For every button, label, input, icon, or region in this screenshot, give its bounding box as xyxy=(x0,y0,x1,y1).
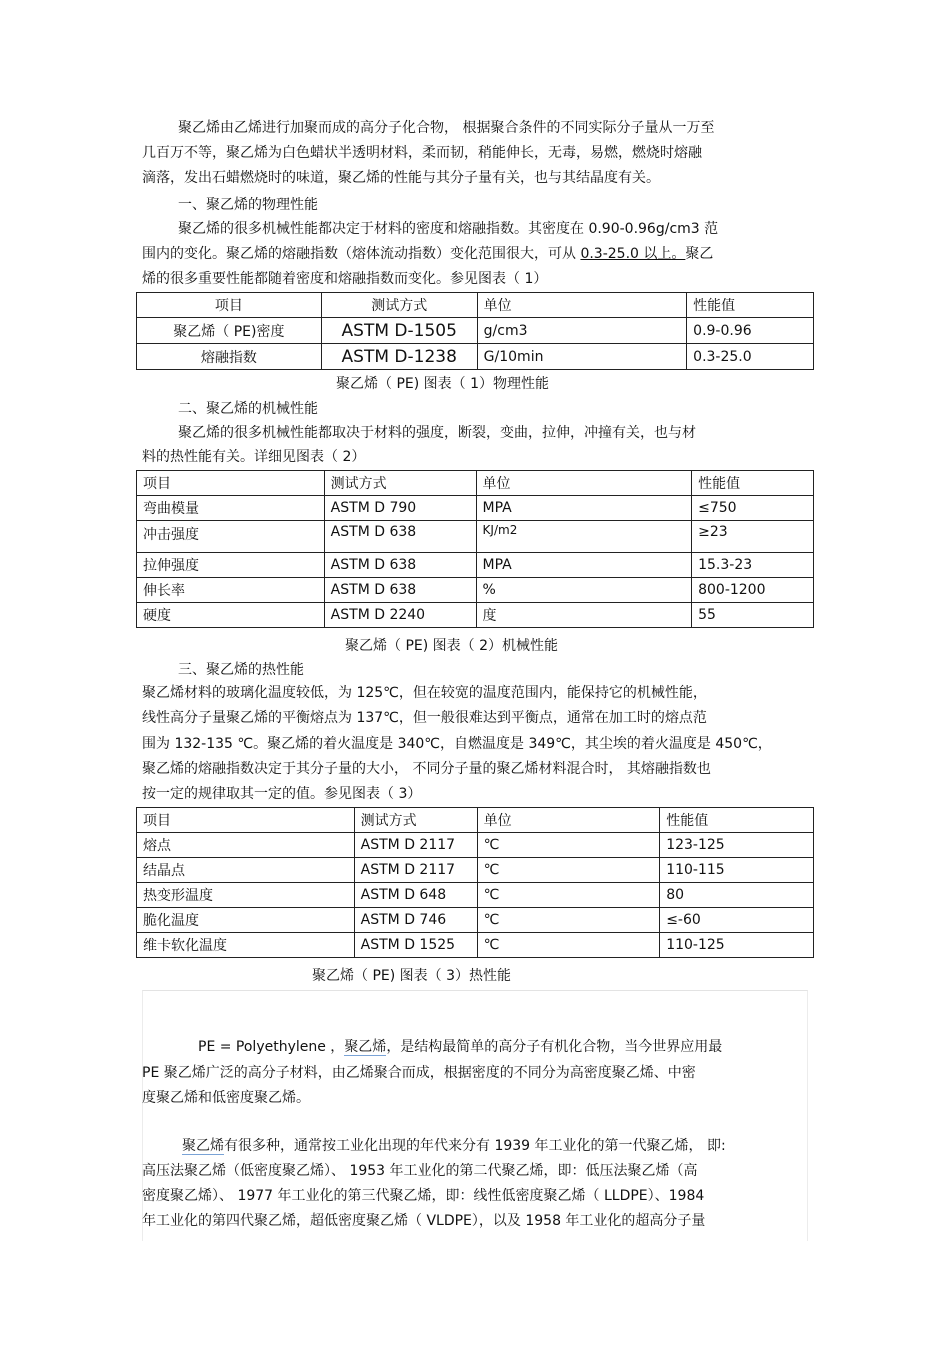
cell: 123-125 xyxy=(660,833,814,858)
pe-history-text: 有很多种，通常按工业化出现的年代来分有 1939 年工业化的第一代聚乙烯， 即: xyxy=(224,1138,726,1154)
cell: ℃ xyxy=(477,933,660,958)
cell: % xyxy=(476,578,692,603)
cell: ≥23 xyxy=(692,521,814,553)
pe-paragraph-2-line-4: 年工业化的第四代聚乙烯，超低密度聚乙烯（ VLDPE），以及 1958 年工业化的超高分子量 xyxy=(142,1213,706,1229)
table-row xyxy=(137,908,814,933)
cell: 结晶点 xyxy=(137,858,355,883)
section2-line-1: 聚乙烯的很多机械性能都取决于材料的强度，断裂，变曲，拉伸，冲撞有关，也与材 xyxy=(178,425,696,441)
table2-caption: 聚乙烯（ PE) 图表（ 2）机械性能 xyxy=(345,638,559,654)
cell: ℃ xyxy=(477,883,660,908)
cell: ℃ xyxy=(477,858,660,883)
cell: 110-115 xyxy=(660,858,814,883)
section1-line-1: 聚乙烯的很多机械性能都决定于材料的密度和熔融指数。其密度在 0.90-0.96g/cm3 范 xyxy=(178,221,719,237)
cell: 110-125 xyxy=(660,933,814,958)
table-row xyxy=(137,833,814,858)
section3-line-3: 围为 132-135 ℃。聚乙烯的着火温度是 340℃，自燃温度是 349℃，其尘埃的着火温度是 450℃， xyxy=(142,736,772,752)
header-unit: 单位 xyxy=(476,471,692,496)
pe-intro-tail: ，是结构最简单的高分子有机化合物，当今世界应用最 xyxy=(386,1039,723,1055)
cell: ASTM D 638 xyxy=(324,521,476,553)
header-value: 性能值 xyxy=(692,471,814,496)
cell: 0.3-25.0 xyxy=(687,344,814,370)
cell: 伸长率 xyxy=(137,578,325,603)
header-test-method: 测试方式 xyxy=(321,293,477,318)
cell: 维卡软化温度 xyxy=(137,933,355,958)
table-row xyxy=(137,603,814,628)
header-item: 项目 xyxy=(137,808,355,833)
header-test-method: 测试方式 xyxy=(324,471,476,496)
section1-line-2 xyxy=(142,242,814,267)
section2-heading: 二、聚乙烯的机械性能 xyxy=(178,401,318,417)
pe-paragraph-1-line-3: 度聚乙烯和低密度聚乙烯。 xyxy=(142,1090,310,1106)
cell: 冲击强度 xyxy=(137,521,325,553)
cell: MPA xyxy=(476,553,692,578)
cell: 55 xyxy=(692,603,814,628)
thermal-properties-table xyxy=(136,807,814,958)
header-value: 性能值 xyxy=(660,808,814,833)
cell: ASTM D 2117 xyxy=(354,858,477,883)
cell: ASTM D 2117 xyxy=(354,833,477,858)
cell: 熔点 xyxy=(137,833,355,858)
section3-line-1: 聚乙烯材料的玻璃化温度较低，为 125℃，但在较宽的温度范围内，能保持它的机械性能， xyxy=(142,685,707,701)
section3-line-5: 按一定的规律取其一定的值。参见图表（ 3） xyxy=(142,786,422,802)
intro-line-2: 几百万不等，聚乙烯为白色蜡状半透明材料，柔而韧，稍能伸长，无毒，易燃，燃烧时熔融 xyxy=(142,145,702,161)
section3-line-4: 聚乙烯的熔融指数决定于其分子量的大小， 不同分子量的聚乙烯材料混合时， 其熔融指数也 xyxy=(142,761,711,777)
cell: KJ/m2 xyxy=(476,521,692,553)
pe-paragraph-2-line-3: 密度聚乙烯）、 1977 年工业化的第三代聚乙烯，即：线性低密度聚乙烯（ LLDPE）、1984 xyxy=(142,1188,705,1204)
cell: 硬度 xyxy=(137,603,325,628)
section1-line-3: 烯的很多重要性能都随着密度和熔融指数而变化。参见图表（ 1） xyxy=(142,271,548,287)
table1-caption: 聚乙烯（ PE) 图表（ 1）物理性能 xyxy=(336,376,550,392)
cell: 0.9-0.96 xyxy=(687,318,814,344)
cell: 800-1200 xyxy=(692,578,814,603)
section3-line-2: 线性高分子量聚乙烯的平衡熔点为 137℃，但一般很难达到平衡点，通常在加工时的熔点范 xyxy=(142,710,707,726)
cell: 80 xyxy=(660,883,814,908)
cell: 热变形温度 xyxy=(137,883,355,908)
cell: g/cm3 xyxy=(477,318,687,344)
section3-heading: 三、聚乙烯的热性能 xyxy=(178,662,304,678)
cell: ASTM D 648 xyxy=(354,883,477,908)
pe-paragraph-1-line-1 xyxy=(142,1035,870,1060)
cell: ASTM D 638 xyxy=(324,553,476,578)
table-row xyxy=(137,578,814,603)
cell: ASTM D-1238 xyxy=(321,344,477,370)
table-header-row xyxy=(137,808,814,833)
melt-index-range: 0.3-25.0 以上。 xyxy=(580,246,686,262)
pe-paragraph-2-line-1 xyxy=(142,1134,854,1159)
cell: ASTM D 1525 xyxy=(354,933,477,958)
section2-line-2: 料的热性能有关。详细见图表（ 2） xyxy=(142,449,366,465)
table-row xyxy=(137,521,814,553)
physical-properties-table xyxy=(136,292,814,370)
table-row xyxy=(137,344,814,370)
cell: 拉伸强度 xyxy=(137,553,325,578)
header-item: 项目 xyxy=(137,471,325,496)
table-row xyxy=(137,553,814,578)
pe-paragraph-1-line-2: PE 聚乙烯广泛的高分子材料，由乙烯聚合而成，根据密度的不同分为高密度聚乙烯、中密 xyxy=(142,1065,696,1081)
intro-line-1: 聚乙烯由乙烯进行加聚而成的高分子化合物， 根据聚合条件的不同实际分子量从一万至 xyxy=(178,120,715,136)
cell: 度 xyxy=(476,603,692,628)
table-row xyxy=(137,858,814,883)
pe-intro-text: PE = Polyethylene ， xyxy=(198,1039,345,1055)
table-header-row xyxy=(137,471,814,496)
cell: 15.3-23 xyxy=(692,553,814,578)
cell: 熔融指数 xyxy=(137,344,322,370)
cell: G/10min xyxy=(477,344,687,370)
table3-caption: 聚乙烯（ PE) 图表（ 3）热性能 xyxy=(312,968,512,984)
cell: ℃ xyxy=(477,833,660,858)
mechanical-properties-table xyxy=(136,470,814,628)
cell: 弯曲模量 xyxy=(137,496,325,521)
header-value: 性能值 xyxy=(687,293,814,318)
cell: ASTM D 746 xyxy=(354,908,477,933)
section1-heading: 一、聚乙烯的物理性能 xyxy=(178,197,318,213)
pe-paragraph-2-line-2: 高压法聚乙烯（低密度聚乙烯）、 1953 年工业化的第二代聚乙烯，即：低压法聚乙烯（高 xyxy=(142,1163,698,1179)
table-row xyxy=(137,318,814,344)
header-unit: 单位 xyxy=(477,808,660,833)
polyethylene-link[interactable]: 聚乙烯 xyxy=(344,1039,387,1055)
cell: 脆化温度 xyxy=(137,908,355,933)
polyethylene-link-2[interactable]: 聚乙烯 xyxy=(182,1138,224,1154)
header-item: 项目 xyxy=(137,293,322,318)
table-header-row xyxy=(137,293,814,318)
cell: MPA xyxy=(476,496,692,521)
cell: ≤-60 xyxy=(660,908,814,933)
table-row xyxy=(137,496,814,521)
cell: ≤750 xyxy=(692,496,814,521)
header-test-method: 测试方式 xyxy=(354,808,477,833)
section1-line-2-text: 围内的变化。聚乙烯的熔融指数（熔体流动指数）变化范围很大，可从 xyxy=(142,246,581,262)
table-row xyxy=(137,883,814,908)
section1-line-2-tail: 聚乙 xyxy=(685,246,714,262)
intro-line-3: 滴落，发出石蜡燃烧时的味道，聚乙烯的性能与其分子量有关，也与其结晶度有关。 xyxy=(142,170,660,186)
cell: ASTM D 790 xyxy=(324,496,476,521)
cell: ASTM D 2240 xyxy=(324,603,476,628)
table-row xyxy=(137,933,814,958)
cell: ASTM D-1505 xyxy=(321,318,477,344)
cell: ASTM D 638 xyxy=(324,578,476,603)
cell: 聚乙烯（ PE)密度 xyxy=(137,318,322,344)
cell: ℃ xyxy=(477,908,660,933)
header-unit: 单位 xyxy=(477,293,687,318)
